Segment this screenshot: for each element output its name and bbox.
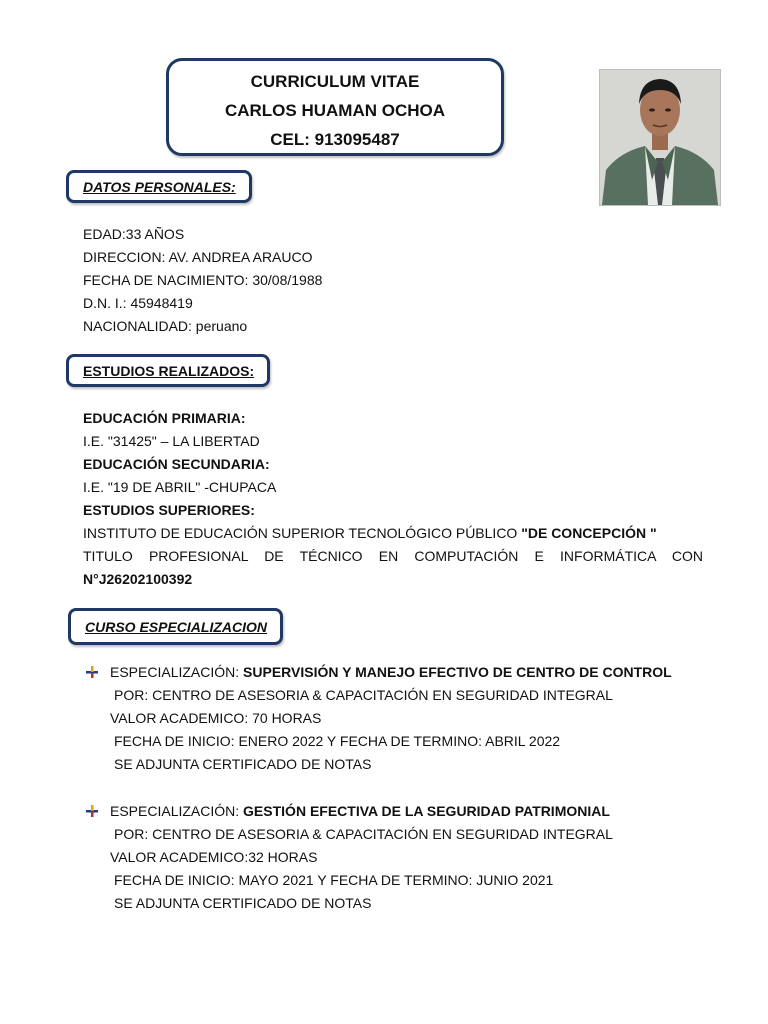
section-heading-estudios: ESTUDIOS REALIZADOS: — [83, 362, 255, 379]
bullet-icon — [86, 805, 98, 817]
cv-phone: CEL: 913095487 — [270, 130, 400, 149]
cv-name: CARLOS HUAMAN OCHOA — [224, 101, 446, 120]
field-dni: D.N. I.: 45948419 — [83, 295, 193, 311]
section-datos-personales — [66, 170, 252, 203]
profile-photo — [599, 69, 721, 206]
header-box — [166, 58, 504, 156]
titulo-numero: N°J26202100392 — [83, 571, 193, 587]
cv-title: CURRICULUM VITAE — [250, 72, 420, 91]
superiores-label: ESTUDIOS SUPERIORES: — [83, 502, 255, 518]
curso-2-adjunta: SE ADJUNTA CERTIFICADO DE NOTAS — [114, 895, 372, 911]
curso-2-valor: VALOR ACADEMICO:32 HORAS — [110, 849, 318, 865]
curso-1-valor: VALOR ACADEMICO: 70 HORAS — [110, 710, 322, 726]
secundaria-label: EDUCACIÓN SECUNDARIA: — [83, 456, 270, 472]
bullet-icon — [86, 666, 98, 678]
primaria-label: EDUCACIÓN PRIMARIA: — [83, 410, 246, 426]
primaria-school: I.E. "31425" – LA LIBERTAD — [83, 433, 260, 449]
section-heading-curso: CURSO ESPECIALIZACION — [85, 618, 268, 635]
titulo-line: TITULO PROFESIONAL DE TÉCNICO EN COMPUTACIÓN E INFORMÁTICA CON — [83, 548, 703, 564]
section-curso — [68, 608, 283, 645]
section-heading-datos: DATOS PERSONALES: — [83, 178, 236, 195]
curso-1-prefix: ESPECIALIZACIÓN: — [110, 664, 244, 680]
person-portrait-icon — [600, 70, 720, 205]
curso-2-prefix: ESPECIALIZACIÓN: — [110, 803, 244, 819]
curso-2-por: POR: CENTRO DE ASESORIA & CAPACITACIÓN EN SEGURIDAD INTEGRAL — [114, 826, 613, 842]
curso-1-adjunta: SE ADJUNTA CERTIFICADO DE NOTAS — [114, 756, 372, 772]
curso-1-title-line — [110, 663, 672, 681]
field-direccion: DIRECCION: AV. ANDREA ARAUCO — [83, 249, 313, 265]
section-estudios — [66, 354, 270, 387]
instituto-line — [83, 524, 657, 542]
field-nacionalidad: NACIONALIDAD: peruano — [83, 318, 248, 334]
curso-2-title-line — [110, 802, 610, 820]
curso-1-por: POR: CENTRO DE ASESORIA & CAPACITACIÓN EN SEGURIDAD INTEGRAL — [114, 687, 613, 703]
curso-1-fecha: FECHA DE INICIO: ENERO 2022 Y FECHA DE TERMINO: ABRIL 2022 — [114, 733, 561, 749]
instituto-location: "DE CONCEPCIÓN " — [521, 525, 657, 541]
secundaria-school: I.E. "19 DE ABRIL" -CHUPACA — [83, 479, 277, 495]
curso-2-fecha: FECHA DE INICIO: MAYO 2021 Y FECHA DE TERMINO: JUNIO 2021 — [114, 872, 554, 888]
field-edad: EDAD:33 AÑOS — [83, 226, 185, 242]
curso-2-title: GESTIÓN EFECTIVA DE LA SEGURIDAD PATRIMONIAL — [243, 803, 610, 819]
instituto-name: INSTITUTO DE EDUCACIÓN SUPERIOR TECNOLÓGICO PÚBLICO — [83, 525, 522, 541]
field-fecha-nacimiento: FECHA DE NACIMIENTO: 30/08/1988 — [83, 272, 323, 288]
curso-1-title: SUPERVISIÓN Y MANEJO EFECTIVO DE CENTRO DE CONTROL — [243, 664, 672, 680]
